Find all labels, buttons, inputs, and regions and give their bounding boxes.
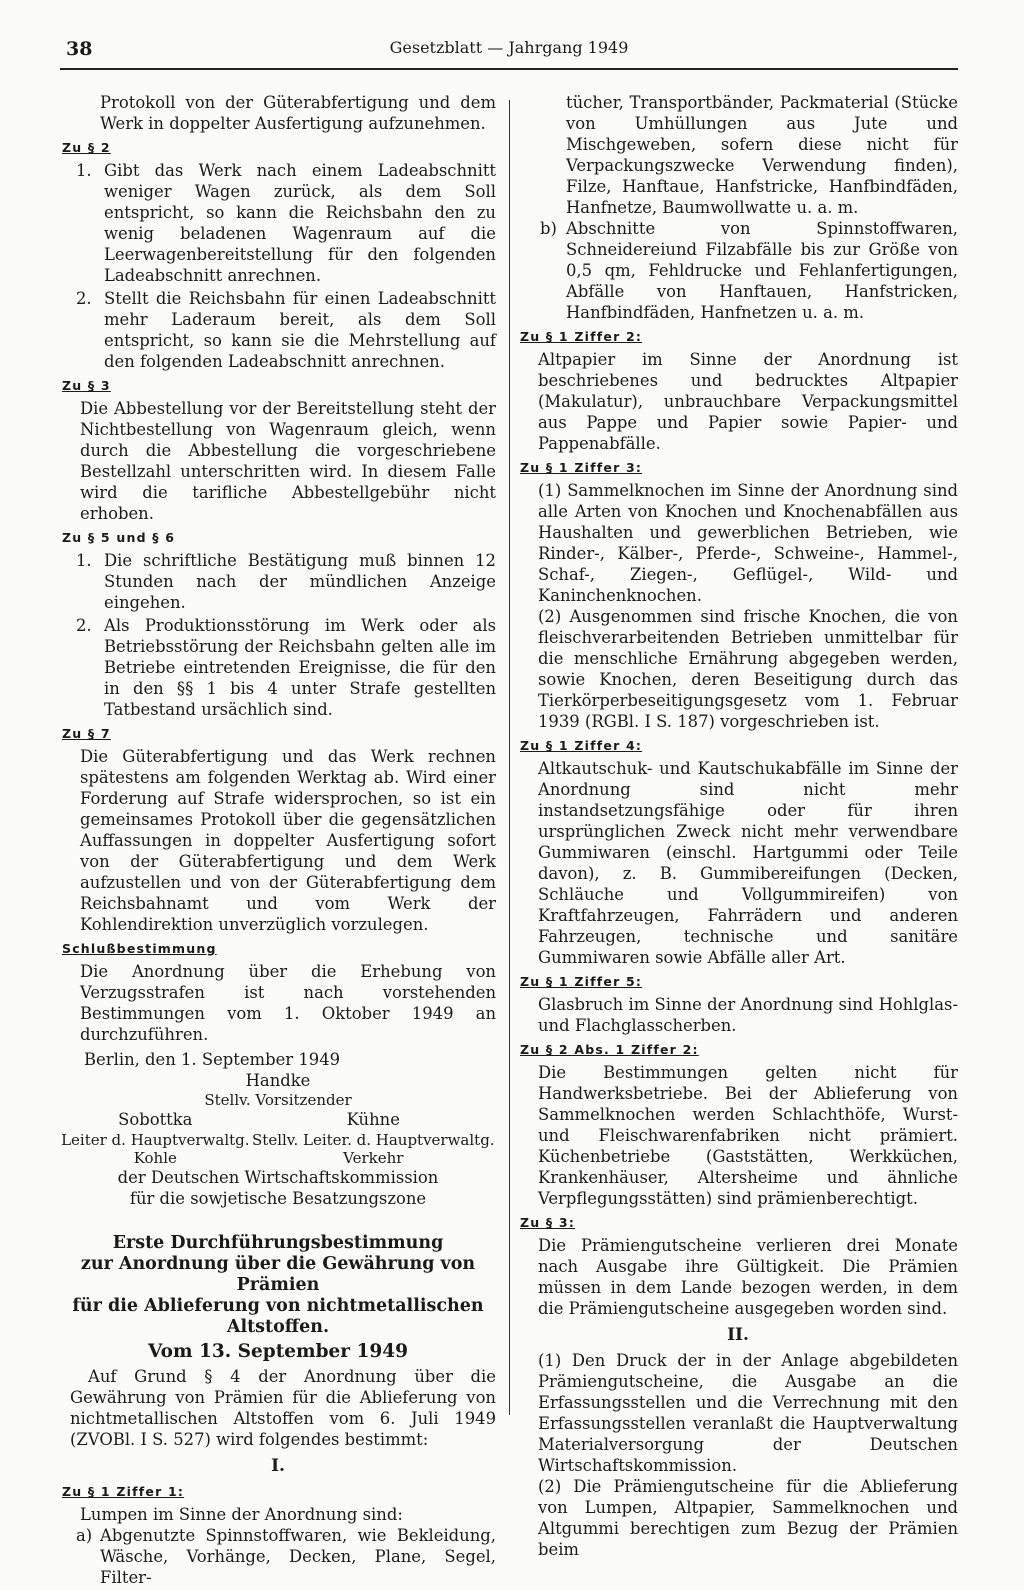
section-heading-zu-1-ziffer-2: Zu § 1 Ziffer 2: xyxy=(520,329,643,344)
signatory-role: Kohle xyxy=(133,1149,177,1167)
item-text: Als Produktionsstörung im Werk oder als Betriebsstörung der Reichsbahn gelten alle im Betriebe eintretenden Ereignisse, die für den in den §§ 1 bis 4 unter Strafe gestellten Tatbestand ursächlich sind. xyxy=(104,616,496,719)
section-heading-zu-1-ziffer-1: Zu § 1 Ziffer 1: xyxy=(62,1484,185,1499)
section-heading-zu-2: Zu § 2 xyxy=(62,140,111,155)
signatory-name: Sobottka xyxy=(118,1110,193,1129)
signatory-name: Handke xyxy=(245,1071,311,1090)
paragraph-continued: tücher, Transportbänder, Packmaterial (Stücke von Umhüllungen aus Jute und Mischgeweben, sofern diese nicht für Verpackungszwecke Verwendung finden), Filze, Hanftaue, Hanfstricke, Hanfbindfäden, Hanfnetze, Baumwollwatte u. a. m. xyxy=(566,93,958,217)
signatory-table xyxy=(60,1109,496,1167)
item-number: 1. xyxy=(76,551,92,570)
section-heading-zu-1-ziffer-4: Zu § 1 Ziffer 4: xyxy=(520,738,643,753)
item-label: b) xyxy=(540,219,557,238)
section-numeral: II. xyxy=(727,1325,749,1345)
paragraph: (1) Sammelknochen im Sinne der Anordnung sind alle Arten von Knochen und Knochenabfällen aus Haushalten und gewerblichen Betrieben, wie Rinder-, Kälber-, Pferde-, Schweine-, Hammel-, Schaf-, Ziegen-, Geflügel-, Wild- und Kaninchenknochen. xyxy=(538,481,958,605)
paragraph: Die Güterabfertigung und das Werk rechnen spätestens am folgenden Werktag ab. Wird einer Forderung auf Strafe widersprochen, so ist ein gemeinsames Protokoll über die gegensätzlichen Auffassungen in doppelter Ausfertigung sofort von der Güterabfertigung und dem Werk aufzustellen und von der Güterabfertigung dem Reichsbahnamt und vom Werk der Kohlendirektion unverzüglich vorzulegen. xyxy=(80,747,496,934)
column-divider xyxy=(509,100,510,1415)
paragraph: Lumpen im Sinne der Anordnung sind: xyxy=(80,1505,403,1524)
item-text: Abgenutzte Spinnstoffwaren, wie Bekleidung, Wäsche, Vorhänge, Decken, Plane, Segel, Filter- xyxy=(100,1526,496,1587)
section-heading-zu-1-ziffer-3: Zu § 1 Ziffer 3: xyxy=(520,460,643,475)
page-number: 38 xyxy=(66,38,93,60)
organization: der Deutschen Wirtschaftskommission xyxy=(117,1168,439,1187)
list-item xyxy=(60,1525,496,1588)
title-line: Erste Durchführungsbestimmung xyxy=(112,1233,444,1253)
item-text: Gibt das Werk nach einem Ladeabschnitt weniger Wagen zurück, als dem Soll entspricht, so kann die Reichsbahn den zu wenig beladenen Wagenraum auf die Leerwagenbereitstellung für den folgenden Ladeabschnitt anrechnen. xyxy=(104,161,496,285)
organization: für die sowjetische Besatzungszone xyxy=(129,1189,427,1208)
signatory-role: Stellv. Vorsitzender xyxy=(204,1091,352,1109)
title-line: für die Ablieferung von nichtmetallischen xyxy=(72,1296,484,1316)
paragraph: Altkautschuk- und Kautschukabfälle im Sinne der Anordnung sind nicht mehr instandsetzungsfähige oder für ihren ursprünglichen Zweck nicht mehr verwendbare Gummiwaren (einschl. Hartgummi oder Teile davon), z. B. Gummibereifungen (Decken, Schläuche und Vollgummireifen) von Kraftfahrzeugen, Fahrrädern und anderen Fahrzeugen, technische und sanitäre Gummiwaren sowie Abfälle aller Art. xyxy=(538,759,958,967)
title-block xyxy=(60,1233,496,1362)
section-heading-zu-1-ziffer-5: Zu § 1 Ziffer 5: xyxy=(520,974,643,989)
page-header xyxy=(60,32,958,70)
item-number: 1. xyxy=(76,161,92,180)
paragraph: (2) Ausgenommen sind frische Knochen, die von fleischverarbeitenden Betrieben unmittelbar für die menschliche Ernährung abgegeben werden, sowie Knochen, deren Beseitigung durch das Tierkörperbeseitigungsgesetz vom 1. Februar 1939 (RGBl. I S. 187) vorgeschrieben ist. xyxy=(538,607,958,731)
paragraph: (1) Den Druck der in der Anlage abgebildeten Prämiengutscheine, die Ausgabe an die Erfassungsstellen und die Verrechnung mit den Erfassungsstellen veranlaßt die Hauptverwaltung Materialversorgung der Deutschen Wirtschaftskommission. xyxy=(538,1351,958,1475)
signatory-name: Kühne xyxy=(346,1110,400,1129)
list-item xyxy=(518,218,958,323)
paragraph: Die Bestimmungen gelten nicht für Handwerksbetriebe. Bei der Ablieferung von Sammelknochen werden Schlachthöfe, Wurst- und Fleischwarenfabriken nicht prämiert. Küchenbetriebe (Gaststätten, Werkküchen, Krankenhäuser, Altersheime und ähnliche Verpflegungsstätten) sind prämienberechtigt. xyxy=(538,1063,958,1208)
item-number: 2. xyxy=(76,289,92,308)
title-date: Vom 13. September 1949 xyxy=(148,1341,408,1362)
list-item xyxy=(60,288,496,372)
signatory-role: Stellv. Leiter. d. Hauptverwaltg. xyxy=(252,1131,495,1149)
section-heading-zu-7: Zu § 7 xyxy=(62,726,111,741)
place-date: Berlin, den 1. September 1949 xyxy=(84,1050,341,1069)
signature-block xyxy=(60,1049,496,1209)
left-column xyxy=(60,92,496,1590)
running-title: Gesetzblatt — Jahrgang 1949 xyxy=(389,38,629,57)
list-item xyxy=(60,615,496,720)
item-text: Stellt die Reichsbahn für einen Ladeabschnitt mehr Laderaum bereit, als dem Soll entspricht, so kann sie die Mehrstellung auf den folgenden Ladeabschnitt anrechnen. xyxy=(104,289,496,371)
signatory-role: Leiter d. Hauptverwaltg. xyxy=(61,1131,250,1149)
intro-paragraph: Protokoll von der Güterabfertigung und dem Werk in doppelter Ausfertigung aufzunehmen. xyxy=(100,93,496,133)
item-number: 2. xyxy=(76,616,92,635)
paragraph: Altpapier im Sinne der Anordnung ist beschriebenes und bedrucktes Altpapier (Makulatur), unbrauchbare Verpackungsmittel aus Pappe und Papier sowie Papier- und Pappenabfälle. xyxy=(538,350,958,453)
paragraph: Die Anordnung über die Erhebung von Verzugsstrafen ist nach vorstehenden Bestimmungen vom 1. Oktober 1949 an durchzuführen. xyxy=(80,962,496,1044)
paragraph: Glasbruch im Sinne der Anordnung sind Hohlglas- und Flachglasscherben. xyxy=(538,995,958,1035)
section-numeral: I. xyxy=(271,1456,285,1476)
right-column xyxy=(518,92,958,1560)
section-heading-zu-3: Zu § 3 xyxy=(62,378,111,393)
section-heading-zu-3: Zu § 3: xyxy=(520,1215,576,1230)
signatory-role: Verkehr xyxy=(343,1149,404,1167)
item-text: Abschnitte von Spinnstoffwaren, Schneidereiund Filzabfälle bis zur Größe von 0,5 qm, Fehldrucke und Fehlanfertigungen, Abfälle von Hanftauen, Hanfstricken, Hanfbindfäden, Hanfnetzen u. a. m. xyxy=(566,219,958,322)
paragraph: Die Abbestellung vor der Bereitstellung steht der Nichtbestellung von Wagenraum gleich, wenn durch die Abbestellung die vorgeschriebene Bestellzahl unterschritten wird. In diesem Falle wird die tarifliche Abbestellgebühr nicht erhoben. xyxy=(80,399,496,523)
title-line: zur Anordnung über die Gewährung von Prämien xyxy=(80,1254,476,1295)
paragraph: Die Prämiengutscheine verlieren drei Monate nach Ausgabe ihre Gültigkeit. Die Prämien müssen in dem Lande bezogen werden, in dem die Prämiengutscheine ausgegeben worden sind. xyxy=(538,1236,958,1318)
title-line: Altstoffen. xyxy=(226,1317,330,1337)
section-heading-zu-5-6: Zu § 5 und § 6 xyxy=(62,530,176,545)
item-label: a) xyxy=(76,1526,93,1545)
section-heading-schlussbestimmung: Schlußbestimmung xyxy=(62,941,217,956)
list-item xyxy=(60,550,496,613)
paragraph: (2) Die Prämiengutscheine für die Ablieferung von Lumpen, Altpapier, Sammelknochen und Altgummi berechtigen zum Bezug der Prämien beim xyxy=(538,1477,958,1559)
item-text: Die schriftliche Bestätigung muß binnen 12 Stunden nach der mündlichen Anzeige eingehen. xyxy=(104,551,496,612)
preamble: Auf Grund § 4 der Anordnung über die Gewährung von Prämien für die Ablieferung von nichtmetallischen Altstoffen vom 6. Juli 1949 (ZVOBl. I S. 527) wird folgendes bestimmt: xyxy=(70,1367,496,1449)
section-heading-zu-2-abs-1-ziffer-2: Zu § 2 Abs. 1 Ziffer 2: xyxy=(520,1042,699,1057)
list-item xyxy=(60,160,496,286)
